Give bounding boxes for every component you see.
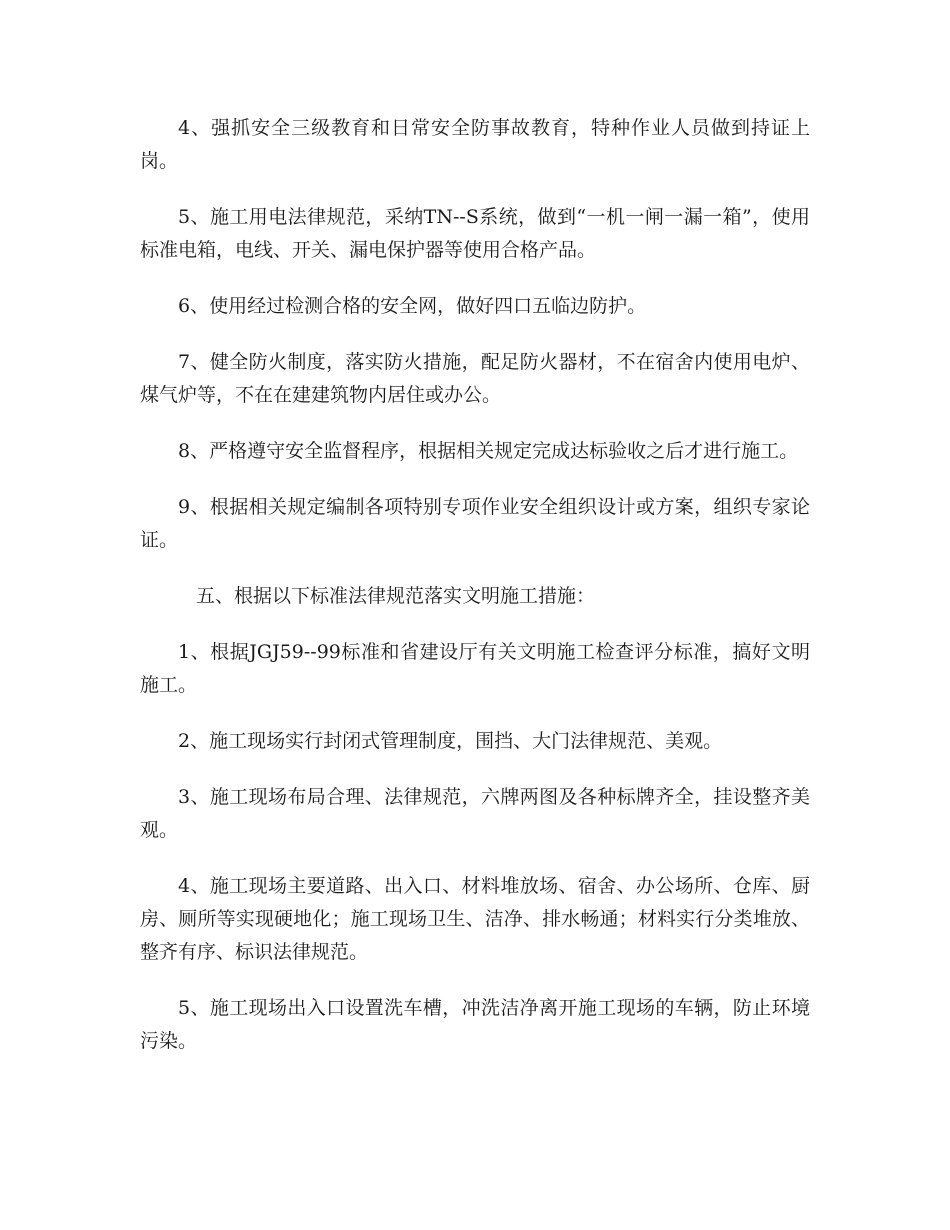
section-heading: 五、根据以下标准法律规范落实文明施工措施： — [196, 585, 596, 607]
paragraph-item-8: 8、严格遵守安全监督程序，根据相关规定完成达标验收之后才进行施工。 — [178, 440, 799, 462]
paragraph-item-6: 6、使用经过检测合格的安全网，做好四口五临边防护。 — [178, 295, 647, 317]
paragraph-item-4: 4、强抓安全三级教育和日常安全防事故教育，特种作业人员做到持证上岗。 — [140, 117, 810, 172]
paragraph-item-9: 9、根据相关规定编制各项特别专项作业安全组织设计或方案，组织专家论证。 — [140, 496, 810, 551]
paragraph-item-5: 5、施工用电法律规范，采纳TN--S系统，做到“一机一闸一漏一箱”，使用标准电箱，电线、开关、漏电保护器等使用合格产品。 — [140, 206, 810, 261]
document-body — [140, 112, 810, 1081]
paragraph-item-7: 7、健全防火制度，落实防火措施，配足防火器材，不在宿舍内使用电炉、煤气炉等，不在在建建筑物内居住或办公。 — [140, 351, 810, 406]
section-paragraph-3: 3、施工现场布局合理、法律规范，六牌两图及各种标牌齐全，挂设整齐美观。 — [140, 786, 810, 841]
section-paragraph-4: 4、施工现场主要道路、出入口、材料堆放场、宿舍、办公场所、仓库、厨房、厕所等实现硬地化；施工现场卫生、洁净、排水畅通；材料实行分类堆放、整齐有序、标识法律规范。 — [140, 875, 810, 963]
section-paragraph-2: 2、施工现场实行封闭式管理制度，围挡、大门法律规范、美观。 — [178, 730, 723, 752]
section-paragraph-1: 1、根据JGJ59--99标准和省建设厅有关文明施工检查评分标准，搞好文明施工。 — [140, 641, 810, 696]
section-paragraph-5: 5、施工现场出入口设置洗车槽，冲洗洁净离开施工现场的车辆，防止环境污染。 — [140, 997, 810, 1052]
